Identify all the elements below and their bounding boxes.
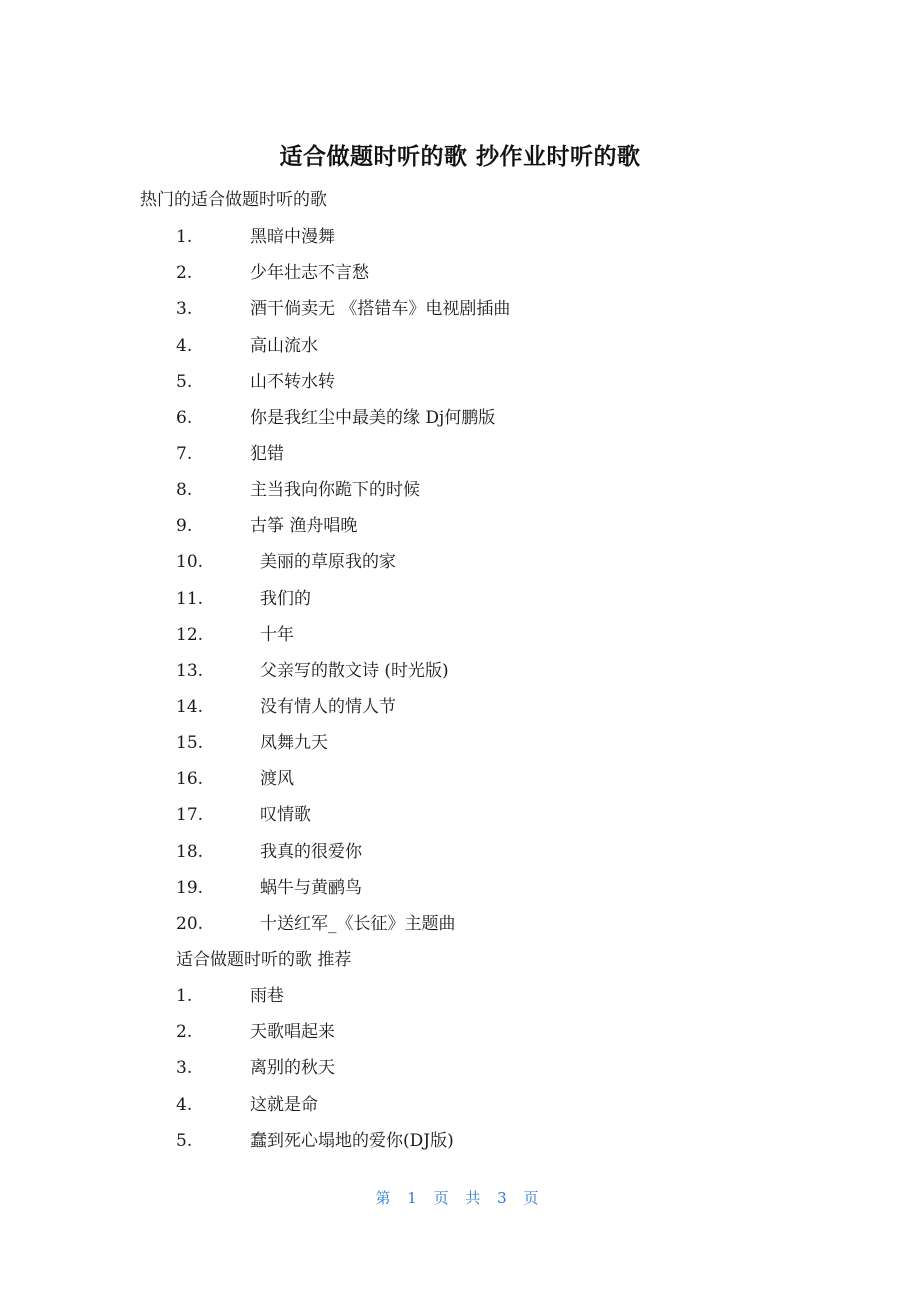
item-text: 没有情人的情人节 [260,697,396,717]
list-item [0,1056,920,1080]
list-item [0,876,920,900]
item-number: 5. [176,372,193,392]
item-text: 我们的 [260,589,311,609]
item-number: 11. [176,589,204,609]
item-text: 高山流水 [250,336,318,356]
item-number: 13. [176,661,204,681]
list-item [0,587,920,611]
item-text: 雨巷 [250,986,284,1006]
list-item [0,984,920,1008]
list-item [0,442,920,466]
item-number: 12. [176,625,204,645]
item-number: 9. [176,516,193,536]
item-number: 18. [176,842,204,862]
item-number: 20. [176,914,204,934]
list-item [0,1129,920,1153]
item-text: 美丽的草原我的家 [260,552,396,572]
list-item [0,623,920,647]
list-item [0,840,920,864]
section1-heading: 热门的适合做题时听的歌 [140,190,327,210]
item-number: 17. [176,805,204,825]
list-item [0,406,920,430]
section2-heading: 适合做题时听的歌 推荐 [176,950,352,970]
item-text: 黑暗中漫舞 [250,227,335,247]
item-text: 渡风 [260,769,294,789]
item-number: 15. [176,733,204,753]
list-item [0,912,920,936]
item-number: 16. [176,769,204,789]
item-text: 犯错 [250,444,284,464]
item-text: 十年 [260,625,294,645]
item-text: 父亲写的散文诗 (时光版) [260,661,449,681]
item-number: 7. [176,444,193,464]
page-title: 适合做题时听的歌 抄作业时听的歌 [279,144,641,170]
item-text: 叹情歌 [260,805,311,825]
item-text: 蜗牛与黄鹂鸟 [260,878,362,898]
item-number: 19. [176,878,204,898]
item-text: 少年壮志不言愁 [250,263,369,283]
item-number: 4. [176,1095,193,1115]
item-text: 山不转水转 [250,372,335,392]
item-number: 1. [176,986,193,1006]
item-number: 6. [176,408,193,428]
item-number: 4. [176,336,193,356]
list-item [0,478,920,502]
item-text: 离别的秋天 [250,1058,335,1078]
item-text: 主当我向你跪下的时候 [250,480,420,500]
item-text: 凤舞九天 [260,733,328,753]
list-item [0,370,920,394]
item-text: 天歌唱起来 [250,1022,335,1042]
list-item [0,1020,920,1044]
item-text: 你是我红尘中最美的缘 Dj何鹏版 [250,408,496,428]
list-item [0,695,920,719]
list-item [0,767,920,791]
item-number: 8. [176,480,193,500]
list-item [0,659,920,683]
item-text: 古筝 渔舟唱晚 [250,516,358,536]
item-number: 14. [176,697,204,717]
item-text: 我真的很爱你 [260,842,362,862]
item-number: 5. [176,1131,193,1151]
item-number: 10. [176,552,204,572]
item-number: 2. [176,1022,193,1042]
list-item [0,297,920,321]
item-text: 酒干倘卖无 《搭错车》电视剧插曲 [250,299,511,319]
item-number: 3. [176,299,193,319]
list-item [0,514,920,538]
list-item [0,731,920,755]
list-item [0,1093,920,1117]
item-text: 蠢到死心塌地的爱你(DJ版) [250,1131,454,1151]
list-item [0,334,920,358]
item-number: 1. [176,227,193,247]
item-text: 这就是命 [250,1095,318,1115]
list-item [0,225,920,249]
item-number: 3. [176,1058,193,1078]
item-number: 2. [176,263,193,283]
page-footer: 第 1 页 共 3 页 [375,1189,545,1207]
item-text: 十送红军_《长征》主题曲 [260,914,456,934]
list-item [0,261,920,285]
list-item [0,803,920,827]
list-item [0,550,920,574]
